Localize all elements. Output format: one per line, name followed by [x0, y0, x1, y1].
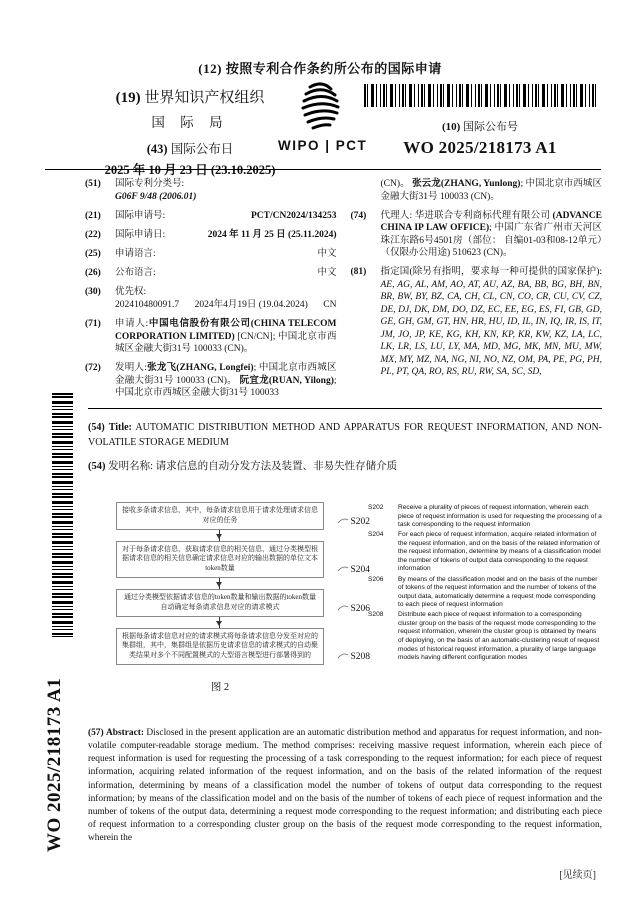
- field-74-agent: [351, 210, 603, 260]
- title-section: [88, 420, 602, 473]
- flow-arrow-icon: [219, 617, 220, 628]
- title-chinese-line: [88, 458, 602, 473]
- legend-step-text: Distribute each piece of request information to a corresponding cluster group on the basis of the request mode corresponding to the request information, wherein the cluster group is obtained by means of deploying, on the basis of an automatic-clustering result of request modes of historical request information, a plurality of large language models having different configuration modes: [398, 611, 600, 662]
- step-label: [338, 565, 370, 575]
- side-barcode: [52, 393, 73, 637]
- step-label: [338, 652, 370, 662]
- title-chinese: 请求信息的自动分发方法及装置、非易失性存储介质: [155, 461, 398, 472]
- publication-number-block: [360, 84, 600, 158]
- field-number: (30): [85, 286, 101, 297]
- legend-step-text: For each piece of request information, acquire related information of the request information, and on the basis of the related information of the request information, determine by means of a classification model the number of tokens of output data corresponding to the request information: [398, 531, 601, 573]
- step-label: [338, 604, 370, 614]
- abstract-label: Abstract:: [106, 728, 145, 738]
- field-label: 公布语言:: [115, 267, 156, 278]
- org-subtitle: 国 际 局: [151, 115, 229, 130]
- field-71-applicant: [85, 318, 337, 356]
- title-english: AUTOMATIC DISTRIBUTION METHOD AND APPARATUS FOR REQUEST INFORMATION, AND NON-VOLATILE STORAGE MEDIUM: [88, 422, 603, 448]
- field-number: (74): [350, 210, 367, 221]
- continued-on-next-page-note: [见续页]: [559, 870, 596, 881]
- legend-item: [368, 611, 602, 662]
- field-51-ipc: [85, 178, 337, 203]
- priority-application-number: 202410480091.7: [115, 300, 180, 311]
- inventor-name: 张龙飞(ZHANG, Longfei): [146, 363, 254, 374]
- abstract-section: [88, 727, 602, 845]
- field-number: (71): [85, 319, 101, 330]
- field-81-designated-states: [351, 266, 603, 379]
- step-id: S206: [350, 603, 370, 614]
- legend-step-text: Receive a plurality of pieces of request information, wherein each piece of request information is used for requesting the processing of a task corresponding to the request information: [398, 504, 602, 529]
- agent-name-en: (ADVANCE CHINA IP LAW OFFICE): [380, 210, 602, 234]
- field-number: (72): [85, 363, 101, 374]
- field-label: 代理人:: [380, 210, 413, 221]
- flowchart-step: [116, 541, 370, 578]
- step-id: S208: [350, 651, 370, 662]
- field-number: (10): [441, 121, 461, 133]
- publication-date-value: 2025 年 10 月 23 日 (23.10.2025): [104, 163, 276, 177]
- bibliographic-columns: [85, 178, 602, 406]
- legend-item: [368, 576, 602, 610]
- step-id: S202: [350, 516, 370, 527]
- field-number: (12): [198, 61, 222, 76]
- step-connector-icon: [338, 517, 348, 524]
- inventor-address: ; 中国北京市西城区金融大街31号 100033 (CN)。: [115, 363, 337, 386]
- title-label-zh: 发明名称:: [108, 461, 154, 472]
- org-name: 世界知识产权组织: [144, 90, 265, 106]
- field-label: 优先权:: [115, 286, 147, 297]
- field-25-filing-language: [85, 248, 337, 261]
- field-number: (19): [115, 90, 141, 106]
- field-label: 指定国(除另有指明，要求每一种可提供的国家保护):: [380, 267, 602, 278]
- flowchart-box: 根据每条请求信息对应的请求模式将每条请求信息分发至对应的集群组，其中，集群组是依据历史请求信息的请求模式的自动聚类结果对多个不同配置模式的大型语言模型进行部署得到的: [116, 628, 324, 665]
- designated-states-list: AE, AG, AL, AM, AO, AT, AU, AZ, BA, BB, BG, BH, BN, BR, BW, BY, BZ, CA, CH, CL, CN, CO, CR, CU, CV, CZ, DE, DJ, DK, DM, DO, DZ, EC, EE, EG, ES, FI, GB, GD, GE, GH, GM, GT, HN, HR, HU, ID, IL, IN, IQ, IR, IS, IT, JM, JO, JP, KE, KG, KH, KN, KP, KR, KW, KZ, LA, LC, LK, LR, LS, LU, LY, MA, MD, MG, MK, MN, MU, MW, MX, MY, MZ, NA, NG, NI, NO, NZ, OM, PA, PE, PG, PH, PL, PT, QA, RO, RS, RU, RW, SA, SC, SD,: [380, 279, 602, 378]
- flowchart-box: 对于每条请求信息，获取请求信息的相关信息，通过分类模型根据请求信息的相关信息确定请求信息对应的输出数据的单位文本token数量: [116, 541, 324, 578]
- field-72-inventors: [85, 362, 337, 400]
- flowchart-box: 通过分类模型依据请求信息的token数量和输出数据的token数量自动确定每条请求信息对应的请求模式: [116, 589, 324, 617]
- field-label: 申请人:: [115, 319, 149, 330]
- step-connector-icon: [338, 604, 348, 611]
- field-number: (54): [88, 461, 106, 472]
- figure-caption: 图 2: [210, 681, 230, 693]
- flow-arrow-icon: [219, 530, 220, 541]
- barcode: [364, 84, 596, 107]
- publication-type-heading: [0, 58, 640, 77]
- field-number: (26): [85, 267, 101, 278]
- applicant-address: [CN/CN]; 中国北京市西城区金融大街31号 100033 (CN)。: [115, 331, 337, 355]
- issuing-office-block: [76, 86, 304, 178]
- agent-address: ; 中国广东省广州市天河区珠江东路6号4501房（部位： 自编01-03和08-12单元）（仅限办公用途) 510623 (CN)。: [380, 223, 602, 259]
- title-label-en: Title:: [108, 422, 132, 433]
- field-number: (25): [85, 248, 101, 259]
- legend-step-id: S208: [368, 611, 384, 619]
- step-id: S204: [350, 564, 370, 575]
- step-label: [338, 517, 370, 527]
- field-number: (22): [85, 229, 101, 240]
- publication-type-text: 按照专利合作条约所公布的国际申请: [225, 61, 442, 76]
- inventor-address: ; 中国北京市西城区金融大街31号 100033 (CN)。: [380, 179, 603, 202]
- abstract-text: Disclosed in the present application are an automatic distribution method and apparatus for request information, and non-volatile computer-readable storage medium. The method comprises: receiving massive request information, wherein each piece of request information is used for requesting the processing of a task corresponding to the request information; for each piece of request information, acquiring related information of the request information, and on the basis of the related information of the request information, determining by means of a classification model the number of tokens of output data corresponding to the request information; by means of the classification model and on the basis of the number of tokens of each piece of request information and the number of tokens of the output data, determining a request mode corresponding to the request information; and distributing each piece of request information to a corresponding cluster group on the basis of the request mode corresponding to the request information, wherein the: [88, 728, 603, 844]
- field-number: (43): [146, 142, 168, 156]
- field-number: (54): [88, 422, 105, 433]
- org-name-line: [76, 86, 304, 107]
- filing-date: 2024 年 11 月 25 日 (25.11.2024): [207, 229, 337, 240]
- legend-step-text: By means of the classification model and on the basis of the number of tokens of the request information and the number of tokens of the output data, automatically determine a request mode corresponding to each piece of request information: [398, 575, 598, 609]
- field-number: (81): [350, 267, 367, 278]
- field-72-inventors-continued: [351, 178, 603, 203]
- figure-section: [88, 502, 602, 694]
- flowchart-figure: [88, 502, 370, 694]
- step-connector-icon: [338, 652, 348, 659]
- inventor-address: (CN)。: [380, 179, 413, 189]
- filing-language: 中文: [317, 248, 337, 259]
- publication-date-label: 国际公布日: [170, 142, 234, 156]
- priority-date: 2024年4月19日 (19.04.2024): [194, 300, 308, 311]
- figure-step-legend: [360, 502, 602, 694]
- publication-language: 中文: [317, 267, 337, 278]
- flowchart-step: [116, 628, 370, 665]
- field-number: (21): [85, 210, 101, 221]
- publication-number-label-line: [360, 118, 600, 134]
- field-22-filing-date: [85, 229, 337, 242]
- field-30-priority: [85, 286, 337, 312]
- field-label: 国际申请号:: [115, 210, 166, 221]
- field-label: 发明人:: [115, 363, 147, 374]
- application-number: PCT/CN2024/134253: [251, 210, 337, 221]
- field-label: 申请语言:: [115, 248, 156, 259]
- legend-item: [368, 531, 602, 574]
- field-21-application-number: [85, 210, 337, 223]
- wipo-pct-wordmark: WIPO | PCT: [278, 138, 368, 153]
- title-english-line: [88, 420, 602, 450]
- legend-step-id: S204: [368, 531, 384, 539]
- field-label: 国际申请日:: [115, 229, 166, 240]
- legend-step-id: S202: [368, 504, 384, 511]
- field-26-publication-language: [85, 267, 337, 280]
- left-column: [85, 178, 337, 406]
- field-number: (57): [88, 728, 104, 738]
- legend-step-id: S206: [368, 575, 384, 583]
- inventor-name: 张云龙(ZHANG, Yunlong): [412, 179, 521, 189]
- right-column: [351, 178, 603, 406]
- wipo-globe-icon: [298, 82, 344, 132]
- agent-name-zh: 华进联合专利商标代理有限公司: [414, 210, 553, 221]
- side-publication-number: WO 2025/218173 A1: [44, 677, 65, 853]
- publication-number-label: 国际公布号: [463, 121, 519, 133]
- flowchart-step: [116, 502, 370, 530]
- ipc-class: G06F 9/48 (2006.01): [115, 191, 197, 202]
- field-number: (51): [85, 179, 101, 189]
- publication-date-label-line: [76, 139, 304, 157]
- inventor-name: 阮宜龙(RUAN, Yilong): [239, 375, 334, 386]
- legend-item: [368, 504, 602, 530]
- wipo-logo-block: [278, 82, 368, 153]
- applicant-name: 中国电信股份有限公司(CHINA TELECOM CORPORATION LIMITED): [115, 319, 337, 342]
- title-divider: [88, 408, 602, 409]
- field-label: 国际专利分类号:: [115, 179, 185, 189]
- priority-country: CN: [323, 300, 337, 311]
- header-divider: [45, 169, 601, 170]
- flowchart-box: 接收多条请求信息，其中，每条请求信息用于请求处理请求信息对应的任务: [116, 502, 324, 530]
- inventor-address: ; 中国北京市西城区金融大街31号 100033: [115, 375, 337, 399]
- step-connector-icon: [338, 565, 348, 572]
- flow-arrow-icon: [219, 578, 220, 589]
- publication-number: WO 2025/218173 A1: [403, 138, 557, 157]
- flowchart-step: [116, 589, 370, 617]
